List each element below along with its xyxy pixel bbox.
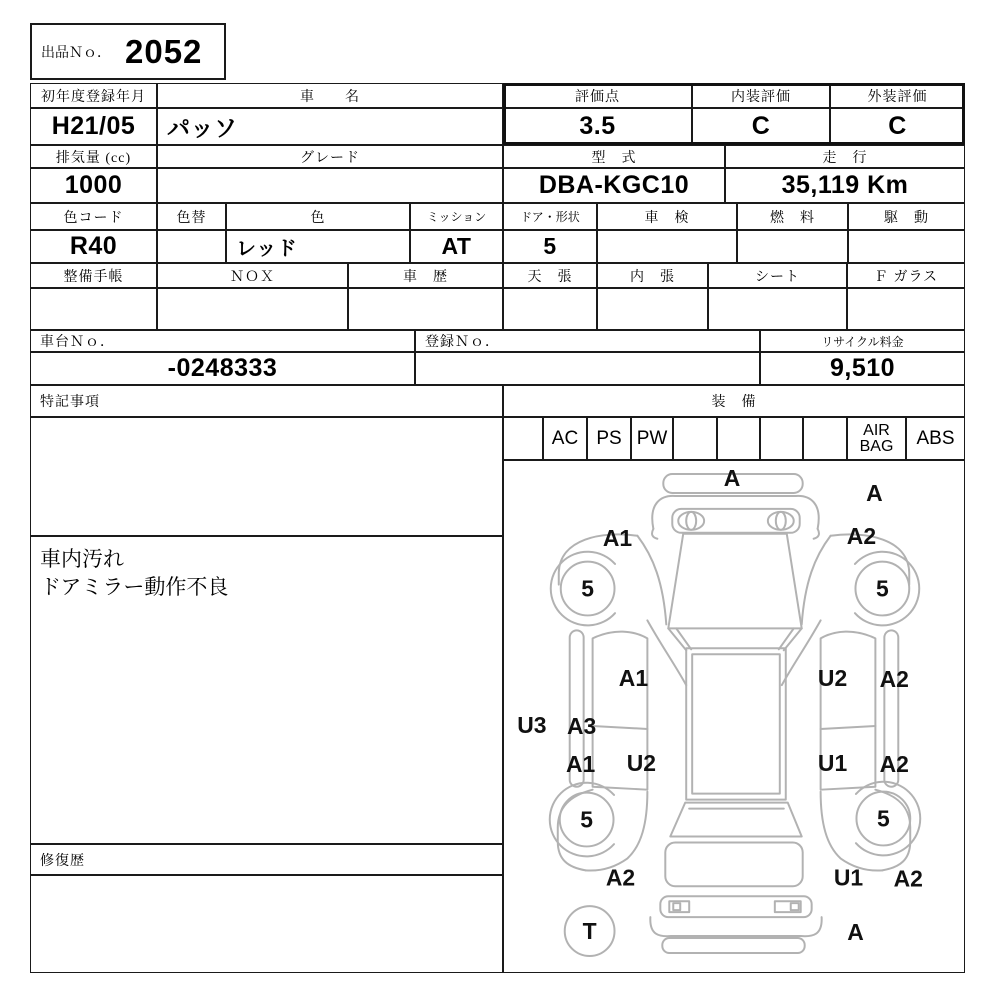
notes-text-box [30, 536, 503, 844]
exterior-grade-value: C [830, 108, 965, 145]
car-diagram [504, 461, 964, 972]
color-code-value: R40 [30, 230, 157, 263]
drive-value [848, 230, 965, 263]
color-code-header: 色コード [30, 203, 157, 230]
damage-code-T: T [582, 918, 597, 945]
interior-grade-header: 内装評価 [692, 83, 830, 108]
chassis-no-header: 車台Ｎｏ． [30, 330, 415, 352]
equipment-cell [503, 417, 543, 460]
damage-code-A2: A2 [846, 522, 877, 549]
equipment-cell [803, 417, 847, 460]
car-name-header: 車 名 [157, 83, 503, 108]
fuel-value [737, 230, 848, 263]
damage-code-A2: A2 [605, 864, 636, 891]
mileage-header: 走 行 [725, 145, 965, 168]
auction-sheet-table [30, 23, 965, 973]
displacement-value: 1000 [30, 168, 157, 203]
equipment-label: ABS [916, 427, 955, 449]
equipment-cell-abs [906, 417, 965, 460]
inspection-value [597, 230, 737, 263]
mileage-value: 35,119 Km [725, 168, 965, 203]
auction-number-value: 2052 [125, 32, 203, 70]
car-diagram-box [503, 460, 965, 973]
grade-name-header: グレード [157, 145, 503, 168]
history-value [348, 288, 503, 330]
equipment-label: BAG [859, 437, 894, 455]
damage-code-U2: U2 [626, 749, 657, 776]
recycle-fee-value: 9,510 [760, 352, 965, 385]
first-registration-value: H21/05 [30, 108, 157, 145]
grade-name-value [157, 168, 503, 203]
equipment-label: PS [596, 427, 622, 449]
nox-header: ＮＯＸ [157, 263, 348, 288]
equipment-section-header: 装 備 [503, 385, 965, 417]
equipment-cell-ps [587, 417, 631, 460]
damage-code-A: A [847, 919, 864, 946]
notes-upper-box [30, 417, 503, 536]
transmission-header: ミッション [410, 203, 503, 230]
color-value: レッド [226, 230, 410, 263]
damage-code-5: 5 [876, 805, 890, 832]
recycle-fee-header: リサイクル料金 [760, 330, 965, 352]
registration-no-value [415, 352, 760, 385]
damage-code-U3: U3 [517, 711, 547, 738]
auction-number-box [30, 23, 226, 80]
equipment-label: AC [551, 427, 579, 449]
damage-code-A2: A2 [879, 666, 909, 693]
damage-code-A1: A1 [618, 665, 649, 692]
equipment-cell [717, 417, 760, 460]
seat-value [708, 288, 847, 330]
chassis-no-value: -0248333 [30, 352, 415, 385]
damage-code-A1: A1 [566, 750, 596, 777]
front-glass-value [847, 288, 965, 330]
history-header: 車 歴 [348, 263, 503, 288]
damage-code-5: 5 [580, 806, 594, 833]
damage-code-labels [517, 465, 923, 945]
doors-value: 5 [503, 230, 597, 263]
damage-code-A1: A1 [602, 524, 633, 551]
damage-code-U1: U1 [817, 749, 848, 776]
service-book-value [30, 288, 157, 330]
damage-code-U2: U2 [817, 665, 848, 692]
headliner-value [503, 288, 597, 330]
damage-code-A2: A2 [879, 750, 909, 777]
repair-history-value [30, 875, 503, 973]
fuel-header: 燃 料 [737, 203, 848, 230]
model-code-header: 型 式 [503, 145, 725, 168]
drive-header: 駆 動 [848, 203, 965, 230]
model-code-value: DBA-KGC10 [503, 168, 725, 203]
headliner-header: 天 張 [503, 263, 597, 288]
registration-no-header: 登録Ｎｏ． [415, 330, 760, 352]
exterior-grade-header: 外装評価 [830, 83, 965, 108]
equipment-cell-pw [631, 417, 673, 460]
transmission-value: AT [410, 230, 503, 263]
color-change-header: 色替 [157, 203, 226, 230]
damage-code-U1: U1 [833, 864, 864, 891]
damage-code-A: A [723, 465, 741, 492]
interior-trim-header: 内 張 [597, 263, 708, 288]
auction-number-label: 出品Ｎｏ． [41, 45, 111, 61]
color-change-value [157, 230, 226, 263]
interior-grade-value: C [692, 108, 830, 145]
score-header: 評価点 [503, 83, 692, 108]
color-header: 色 [226, 203, 410, 230]
equipment-label: PW [636, 427, 668, 449]
damage-code-A2: A2 [893, 865, 923, 892]
displacement-header: 排気量 (cc) [30, 145, 157, 168]
car-name-value: パッソ [157, 108, 503, 145]
inspection-header: 車 検 [597, 203, 737, 230]
score-value: 3.5 [503, 108, 692, 145]
repair-history-header: 修復歴 [30, 844, 503, 875]
front-glass-header: Ｆ ガラス [847, 263, 965, 288]
damage-code-5: 5 [581, 575, 595, 602]
equipment-cell [760, 417, 803, 460]
notes-section-header: 特記事項 [30, 385, 503, 417]
interior-trim-value [597, 288, 708, 330]
damage-code-A: A [866, 479, 883, 506]
notes-line: 車内汚れ [40, 548, 124, 571]
damage-code-A3: A3 [567, 712, 597, 739]
equipment-cell-ac [543, 417, 587, 460]
equipment-cell [673, 417, 717, 460]
service-book-header: 整備手帳 [30, 263, 157, 288]
notes-line: ドアミラー動作不良 [40, 575, 229, 599]
doors-header: ドア・形状 [503, 203, 597, 230]
equipment-cell-airbag [847, 417, 906, 460]
damage-code-5: 5 [875, 575, 889, 602]
equipment-label: AIR [863, 422, 890, 440]
nox-value [157, 288, 348, 330]
first-registration-header: 初年度登録年月 [30, 83, 157, 108]
seat-header: シート [708, 263, 847, 288]
